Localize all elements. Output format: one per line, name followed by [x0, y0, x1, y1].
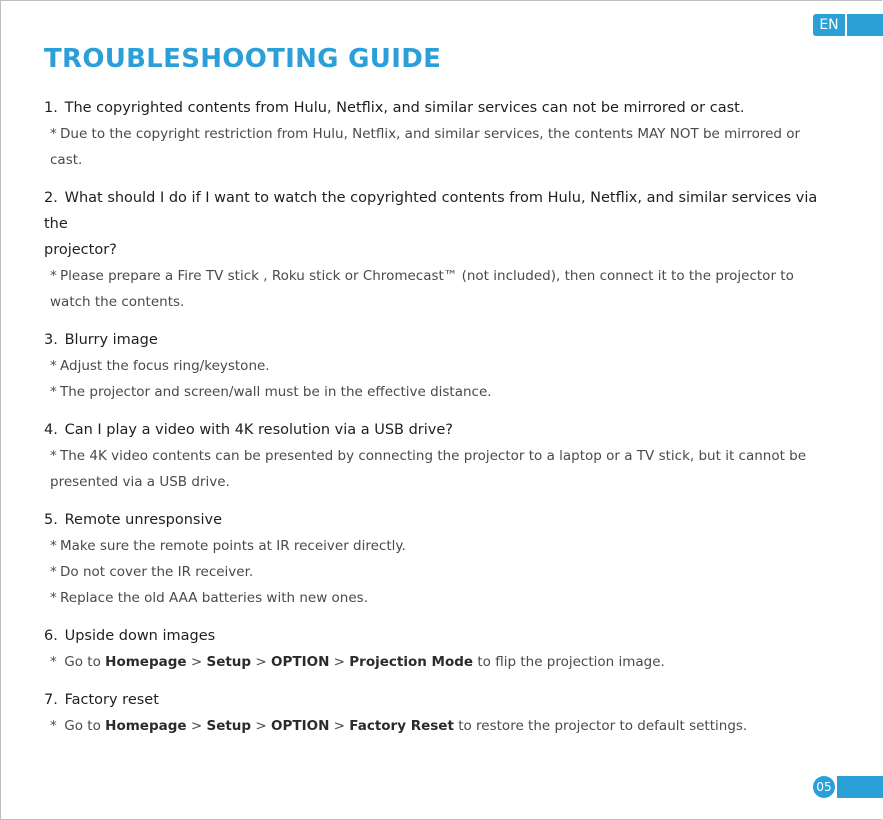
faq-question: [44, 237, 844, 263]
path-separator: >: [333, 718, 345, 734]
faq-number: 1.: [44, 100, 58, 116]
faq-answer: [44, 649, 844, 675]
path-setup: Setup: [206, 718, 252, 734]
faq-answer-text: The projector and screen/wall must be in the effective distance.: [60, 384, 492, 400]
faq-question-text: What should I do if I want to watch the copyrighted contents from Hulu, Netflix, and similar services via the: [44, 190, 818, 232]
faq-item-5: [44, 507, 844, 611]
go-to-text: Go to: [64, 654, 101, 670]
faq-item-4: [44, 417, 844, 495]
go-to-text: Go to: [64, 718, 101, 734]
path-factory-reset: Factory Reset: [349, 718, 454, 734]
faq-answer: [44, 263, 844, 289]
faq-question-text: projector?: [44, 242, 117, 258]
faq-number: 5.: [44, 512, 58, 528]
faq-question-text: Blurry image: [64, 332, 158, 348]
faq-answer-text: cast.: [50, 152, 83, 168]
faq-answer-text: Do not cover the IR receiver.: [60, 564, 254, 580]
faq-answer: [44, 585, 844, 611]
bullet-star: *: [50, 590, 57, 606]
path-setup: Setup: [206, 654, 252, 670]
faq-number: 4.: [44, 422, 58, 438]
path-homepage: Homepage: [105, 718, 187, 734]
faq-answer-text: presented via a USB drive.: [50, 474, 230, 490]
faq-question-text: Remote unresponsive: [64, 512, 223, 528]
faq-number: 3.: [44, 332, 58, 348]
faq-answer: [44, 443, 844, 469]
page-title: TROUBLESHOOTING GUIDE: [44, 44, 442, 74]
bullet-star: *: [50, 538, 57, 554]
bullet-star: *: [50, 358, 57, 374]
language-bar: [847, 14, 883, 36]
faq-answer-text: Adjust the focus ring/keystone.: [60, 358, 270, 374]
bullet-star: *: [50, 718, 57, 734]
faq-item-1: [44, 95, 844, 173]
faq-answer: [44, 559, 844, 585]
faq-answer: [44, 147, 844, 173]
faq-answer-text: Replace the old AAA batteries with new ones.: [60, 590, 368, 606]
bullet-star: *: [50, 654, 57, 670]
path-homepage: Homepage: [105, 654, 187, 670]
bullet-star: *: [50, 126, 57, 142]
faq-answer: [44, 713, 844, 739]
faq-number: 2.: [44, 190, 58, 206]
faq-answer: [44, 533, 844, 559]
faq-question: [44, 327, 844, 353]
bullet-star: *: [50, 564, 57, 580]
faq-question: [44, 185, 844, 237]
answer-tail: to restore the projector to default settings.: [458, 718, 748, 734]
bullet-star: *: [50, 384, 57, 400]
faq-list: [44, 95, 844, 751]
page-number-tag: [813, 776, 883, 798]
page-number: 05: [813, 776, 835, 798]
faq-question: [44, 417, 844, 443]
path-separator: >: [333, 654, 345, 670]
faq-answer: [44, 289, 844, 315]
language-badge: EN: [813, 14, 845, 36]
path-projection-mode: Projection Mode: [349, 654, 474, 670]
faq-question-text: Factory reset: [64, 692, 159, 708]
path-separator: >: [190, 654, 203, 670]
faq-item-3: [44, 327, 844, 405]
path-separator: >: [255, 718, 267, 734]
faq-answer-text: watch the contents.: [50, 294, 185, 310]
faq-answer: [44, 379, 844, 405]
faq-question-text: Can I play a video with 4K resolution via a USB drive?: [64, 422, 453, 438]
bullet-star: *: [50, 448, 57, 464]
faq-question-text: The copyrighted contents from Hulu, Netflix, and similar services can not be mirrored or cast.: [64, 100, 745, 116]
faq-answer-text: Please prepare a Fire TV stick , Roku stick or Chromecast™ (not included), then connect it to the projector to: [60, 268, 794, 284]
faq-answer-text: Due to the copyright restriction from Hulu, Netflix, and similar services, the contents MAY NOT be mirrored or: [60, 126, 801, 142]
bullet-star: *: [50, 268, 57, 284]
faq-question: [44, 507, 844, 533]
faq-auto-items: [44, 95, 844, 611]
faq-number: 7.: [44, 692, 58, 708]
page-number-bar: [837, 776, 883, 798]
faq-question-text: Upside down images: [64, 628, 216, 644]
faq-answer-text: Make sure the remote points at IR receiver directly.: [60, 538, 406, 554]
faq-question: [44, 687, 844, 713]
path-separator: >: [255, 654, 267, 670]
path-option: OPTION: [270, 718, 330, 734]
faq-answer: [44, 469, 844, 495]
path-option: OPTION: [270, 654, 330, 670]
language-tag: [813, 14, 883, 36]
faq-answer: [44, 353, 844, 379]
faq-answer-text: The 4K video contents can be presented by connecting the projector to a laptop or a TV stick, but it cannot be: [60, 448, 807, 464]
faq-answer: [44, 121, 844, 147]
faq-question: [44, 95, 844, 121]
faq-item-2: [44, 185, 844, 315]
path-separator: >: [190, 718, 203, 734]
answer-tail: to flip the projection image.: [477, 654, 665, 670]
faq-question: [44, 623, 844, 649]
faq-number: 6.: [44, 628, 58, 644]
faq-item-6: [44, 623, 844, 675]
faq-item-7: [44, 687, 844, 739]
